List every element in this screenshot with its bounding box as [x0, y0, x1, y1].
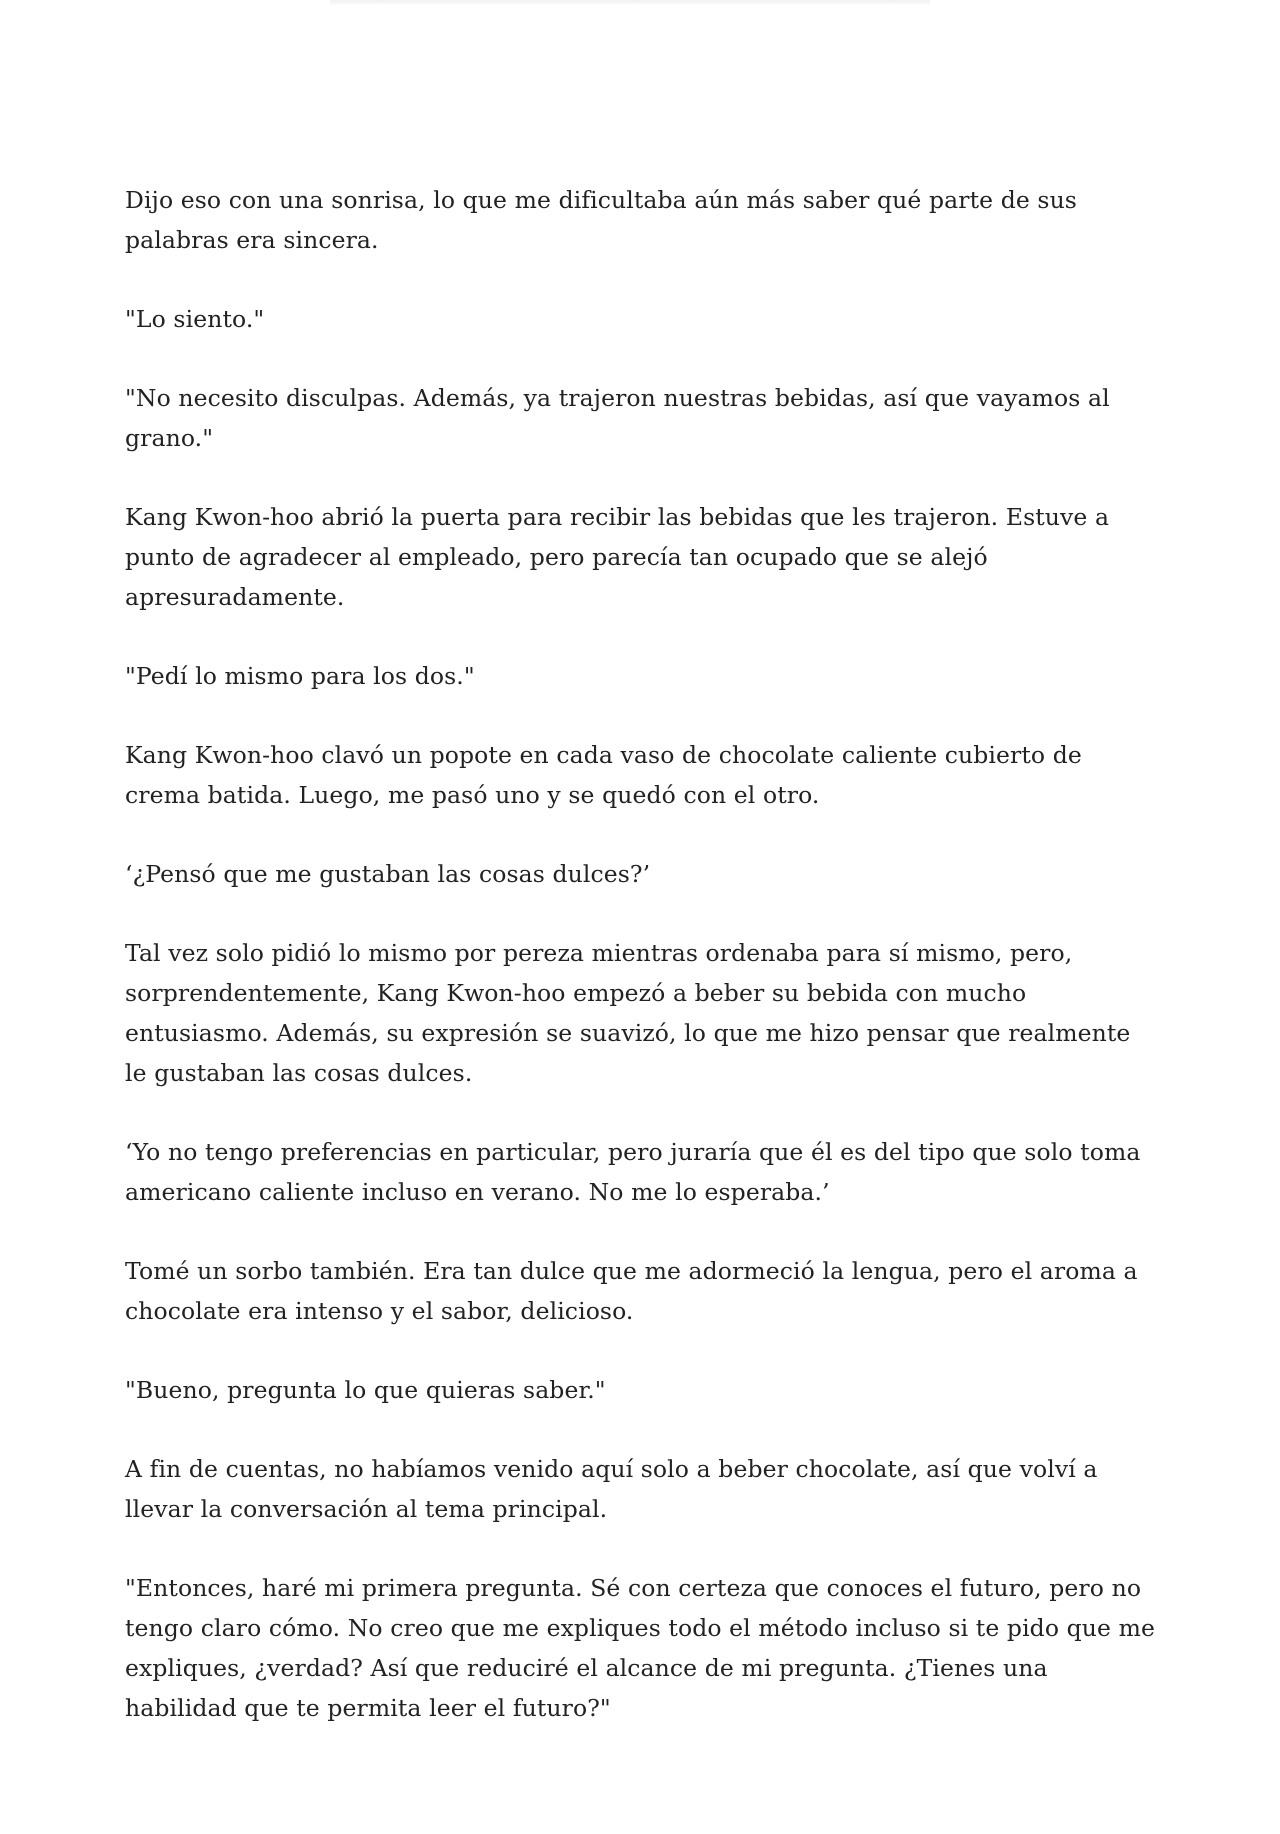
paragraph-dialogue: "Pedí lo mismo para los dos.": [125, 662, 475, 690]
top-edge-shadow: [330, 0, 930, 6]
paragraph-narration: Tal vez solo pidió lo mismo por pereza mientras ordenaba para sí mismo, pero, sorprendentemente, Kang Kwon-hoo empezó a beber su bebida con mucho entusiasmo. Además, su expresión se suavizó, lo que me hizo pensar que realmente le gustaban las cosas dulces.: [125, 939, 1131, 1087]
paragraph-thought: ‘¿Pensó que me gustaban las cosas dulces?’: [125, 860, 651, 888]
paragraph-dialogue: "Bueno, pregunta lo que quieras saber.": [125, 1376, 606, 1404]
paragraph-narration: Dijo eso con una sonrisa, lo que me dificultaba aún más saber qué parte de sus palabras era sincera.: [125, 186, 1077, 254]
paragraph-thought: ‘Yo no tengo preferencias en particular, pero juraría que él es del tipo que solo toma americano caliente incluso en verano. No me lo esperaba.’: [125, 1138, 1141, 1206]
text-body: [125, 180, 1155, 1767]
paragraph-narration: Kang Kwon-hoo clavó un popote en cada vaso de chocolate caliente cubierto de crema batida. Luego, me pasó uno y se quedó con el otro.: [125, 741, 1082, 809]
paragraph-dialogue: "Lo siento.": [125, 305, 265, 333]
paragraph-narration: Tomé un sorbo también. Era tan dulce que me adormeció la lengua, pero el aroma a chocolate era intenso y el sabor, delicioso.: [125, 1257, 1138, 1325]
paragraph-narration: A fin de cuentas, no habíamos venido aquí solo a beber chocolate, así que volví a llevar la conversación al tema principal.: [125, 1455, 1098, 1523]
paragraph-dialogue: "No necesito disculpas. Además, ya trajeron nuestras bebidas, así que vayamos al grano.": [125, 384, 1110, 452]
paragraph-dialogue: "Entonces, haré mi primera pregunta. Sé con certeza que conoces el futuro, pero no tengo claro cómo. No creo que me expliques todo el método incluso si te pido que me expliques, ¿verdad? Así que reduciré el alcance de mi pregunta. ¿Tienes una habilidad que te permita leer el futuro?": [125, 1574, 1155, 1722]
paragraph-narration: Kang Kwon-hoo abrió la puerta para recibir las bebidas que les trajeron. Estuve a punto de agradecer al empleado, pero parecía tan ocupado que se alejó apresuradamente.: [125, 503, 1110, 611]
